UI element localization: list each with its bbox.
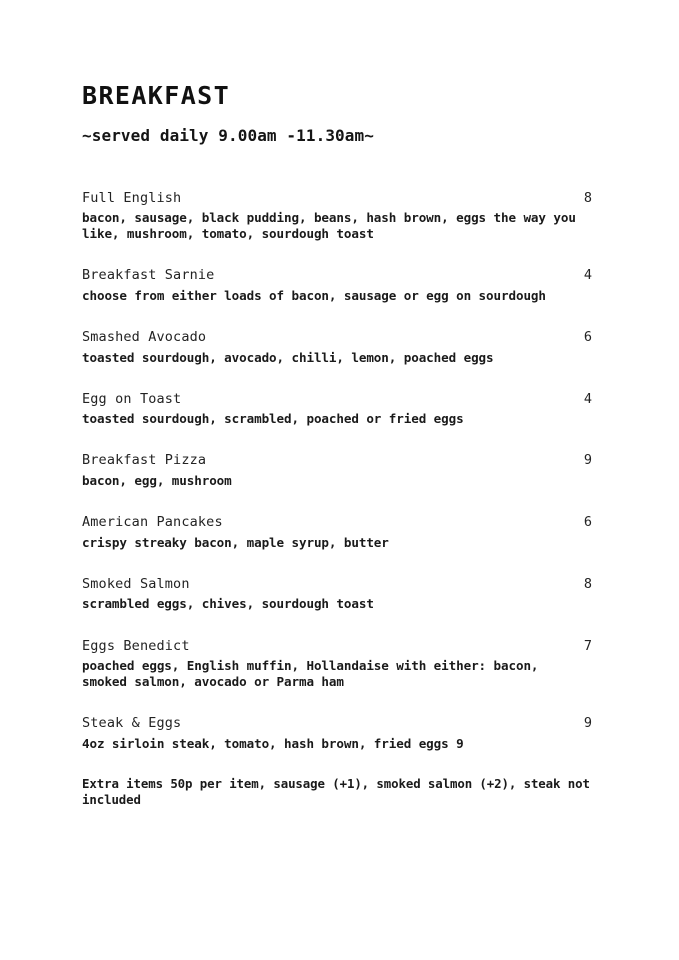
menu-item (82, 714, 592, 752)
menu-item-price: 4 (583, 390, 592, 407)
menu-item-description: scrambled eggs, chives, sourdough toast (82, 596, 374, 612)
menu-item-name: Egg on Toast (82, 390, 182, 407)
menu-item-price: 8 (583, 189, 592, 206)
menu-item-description: poached eggs, English muffin, Hollandaise with either: bacon, smoked salmon, avocado or Parma ham (82, 658, 539, 690)
menu-item-description: toasted sourdough, scrambled, poached or fried eggs (82, 411, 464, 427)
menu-item (82, 390, 592, 428)
menu-item-price: 6 (583, 329, 592, 346)
menu-item-header (82, 451, 592, 471)
menu-item-header (82, 328, 592, 348)
menu-item-header (82, 714, 592, 734)
serving-hours-subtitle: ~served daily 9.00am -11.30am~ (82, 125, 374, 145)
menu-item-header (82, 390, 592, 410)
menu-item-name: Steak & Eggs (82, 715, 182, 732)
menu-item-name: Breakfast Pizza (82, 452, 207, 469)
menu-item-header (82, 266, 592, 286)
menu-item-description: crispy streaky bacon, maple syrup, butter (82, 534, 389, 550)
menu-item (82, 266, 592, 304)
menu-item-description: 4oz sirloin steak, tomato, hash brown, fried eggs 9 (82, 735, 464, 751)
menu-item-description: bacon, sausage, black pudding, beans, hash brown, eggs the way you like, mushroom, tomato, sourdough toast (82, 210, 576, 242)
menu-item-name: Smoked Salmon (82, 575, 190, 592)
menu-item-name: Eggs Benedict (82, 637, 190, 654)
menu-item-name: Breakfast Sarnie (82, 267, 215, 284)
menu-item-name: Full English (82, 189, 182, 206)
menu-item-header (82, 189, 592, 209)
menu-item-name: Smashed Avocado (82, 329, 207, 346)
menu-item (82, 451, 592, 489)
menu-item (82, 328, 592, 366)
menu-item-header (82, 637, 592, 657)
extras-note: Extra items 50p per item, sausage (+1), smoked salmon (+2), steak not included (82, 775, 590, 808)
menu-item-price: 6 (583, 514, 592, 531)
menu-item (82, 637, 592, 691)
menu-item-price: 9 (583, 452, 592, 469)
menu-item-price: 7 (583, 637, 592, 654)
menu-item (82, 513, 592, 551)
menu-item-header (82, 513, 592, 533)
menu-item (82, 575, 592, 613)
menu-item-description: choose from either loads of bacon, sausage or egg on sourdough (82, 288, 546, 304)
menu-item-name: American Pancakes (82, 514, 223, 531)
menu-item-description: toasted sourdough, avocado, chilli, lemon, poached eggs (82, 349, 494, 365)
menu-item-price: 9 (583, 715, 592, 732)
menu-item-price: 4 (583, 267, 592, 284)
menu-item-description: bacon, egg, mushroom (82, 473, 232, 489)
menu-item-list (82, 189, 592, 752)
menu-item (82, 189, 592, 243)
menu-item-price: 8 (583, 575, 592, 592)
menu-item-header (82, 575, 592, 595)
page-title: BREAKFAST (82, 81, 231, 110)
